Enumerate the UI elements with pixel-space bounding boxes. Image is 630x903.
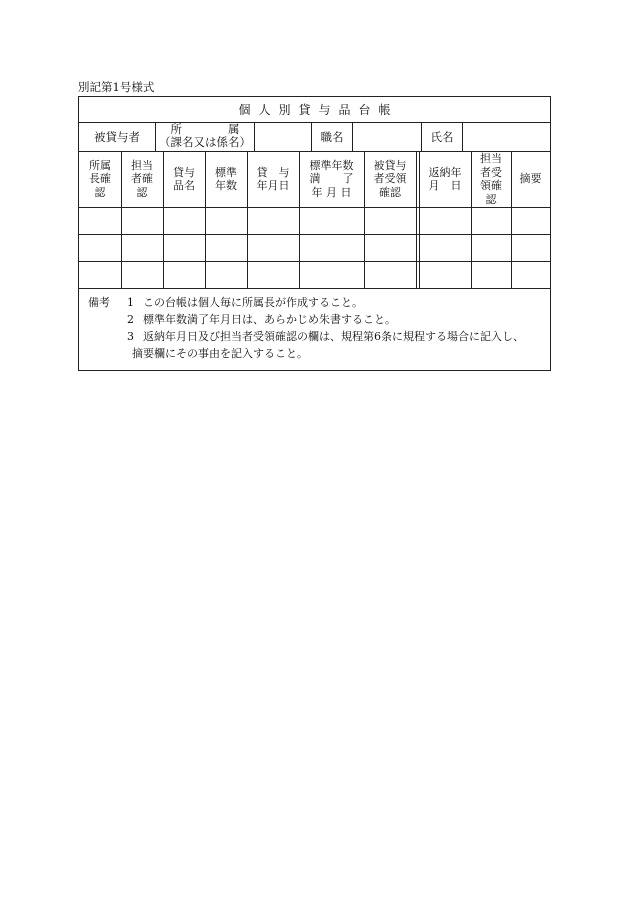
- note-number: 2: [127, 313, 134, 326]
- job-title-label: 職名: [320, 129, 344, 144]
- note-continuation: 摘要欄にその事由を記入すること。: [132, 347, 308, 360]
- job-title-field[interactable]: [353, 122, 421, 151]
- note-text: 標準年数満了年月日は、あらかじめ朱書すること。: [143, 313, 396, 326]
- column-divider: [205, 151, 206, 288]
- column-header: 貸与 品名: [173, 165, 195, 192]
- note-text: この台帳は個人毎に所属長が作成すること。: [143, 296, 363, 309]
- column-divider: [299, 151, 300, 288]
- column-header-row: [79, 151, 550, 208]
- affiliation-field[interactable]: [255, 122, 311, 151]
- column-divider: [416, 151, 417, 288]
- affiliation-label-cell: [156, 122, 254, 151]
- name-field[interactable]: [463, 122, 550, 151]
- note-text: 返納年月日及び担当者受領確認の欄は、規程第6条に規程する場合に記入し、: [143, 330, 524, 343]
- affiliation-label: 所 属: [170, 122, 240, 136]
- column-header: 所属 長確 認: [89, 158, 111, 199]
- column-header: 担当 者確 認: [131, 158, 153, 199]
- note-number: 1: [127, 296, 134, 309]
- notes-heading: 備考: [88, 296, 110, 309]
- borrower-info-row: [79, 122, 550, 152]
- ledger-title-row: [79, 97, 550, 123]
- borrower-label: 被貸与者: [94, 129, 140, 144]
- column-header: 標準年数 満 了 年 月 日: [309, 158, 354, 199]
- table-row: [79, 207, 550, 235]
- note-number: 3: [127, 330, 134, 343]
- column-divider: [511, 151, 512, 288]
- column-header: 摘要: [519, 172, 542, 186]
- column-divider: [247, 151, 248, 288]
- column-divider: [364, 151, 365, 288]
- column-header: 担当 者受 領確 認: [480, 152, 502, 206]
- ledger-form: [78, 96, 551, 371]
- affiliation-sublabel: （課名又は係名）: [159, 135, 251, 149]
- table-row: [79, 234, 550, 262]
- column-divider: [471, 151, 472, 288]
- ledger-title: 個人別貸与品台帳: [238, 103, 399, 117]
- column-divider: [121, 151, 122, 288]
- table-row: [79, 261, 550, 289]
- column-header: 標準 年数: [215, 165, 237, 192]
- column-divider: [163, 151, 164, 288]
- column-divider: [419, 151, 420, 288]
- form-number-label: 別記第1号様式: [78, 80, 155, 94]
- column-header: 貸 与 年月日: [256, 165, 290, 192]
- column-header: 被貸与 者受領 確認: [373, 158, 407, 199]
- name-label: 氏名: [430, 129, 454, 144]
- column-header: 返納年 月 日: [428, 165, 462, 192]
